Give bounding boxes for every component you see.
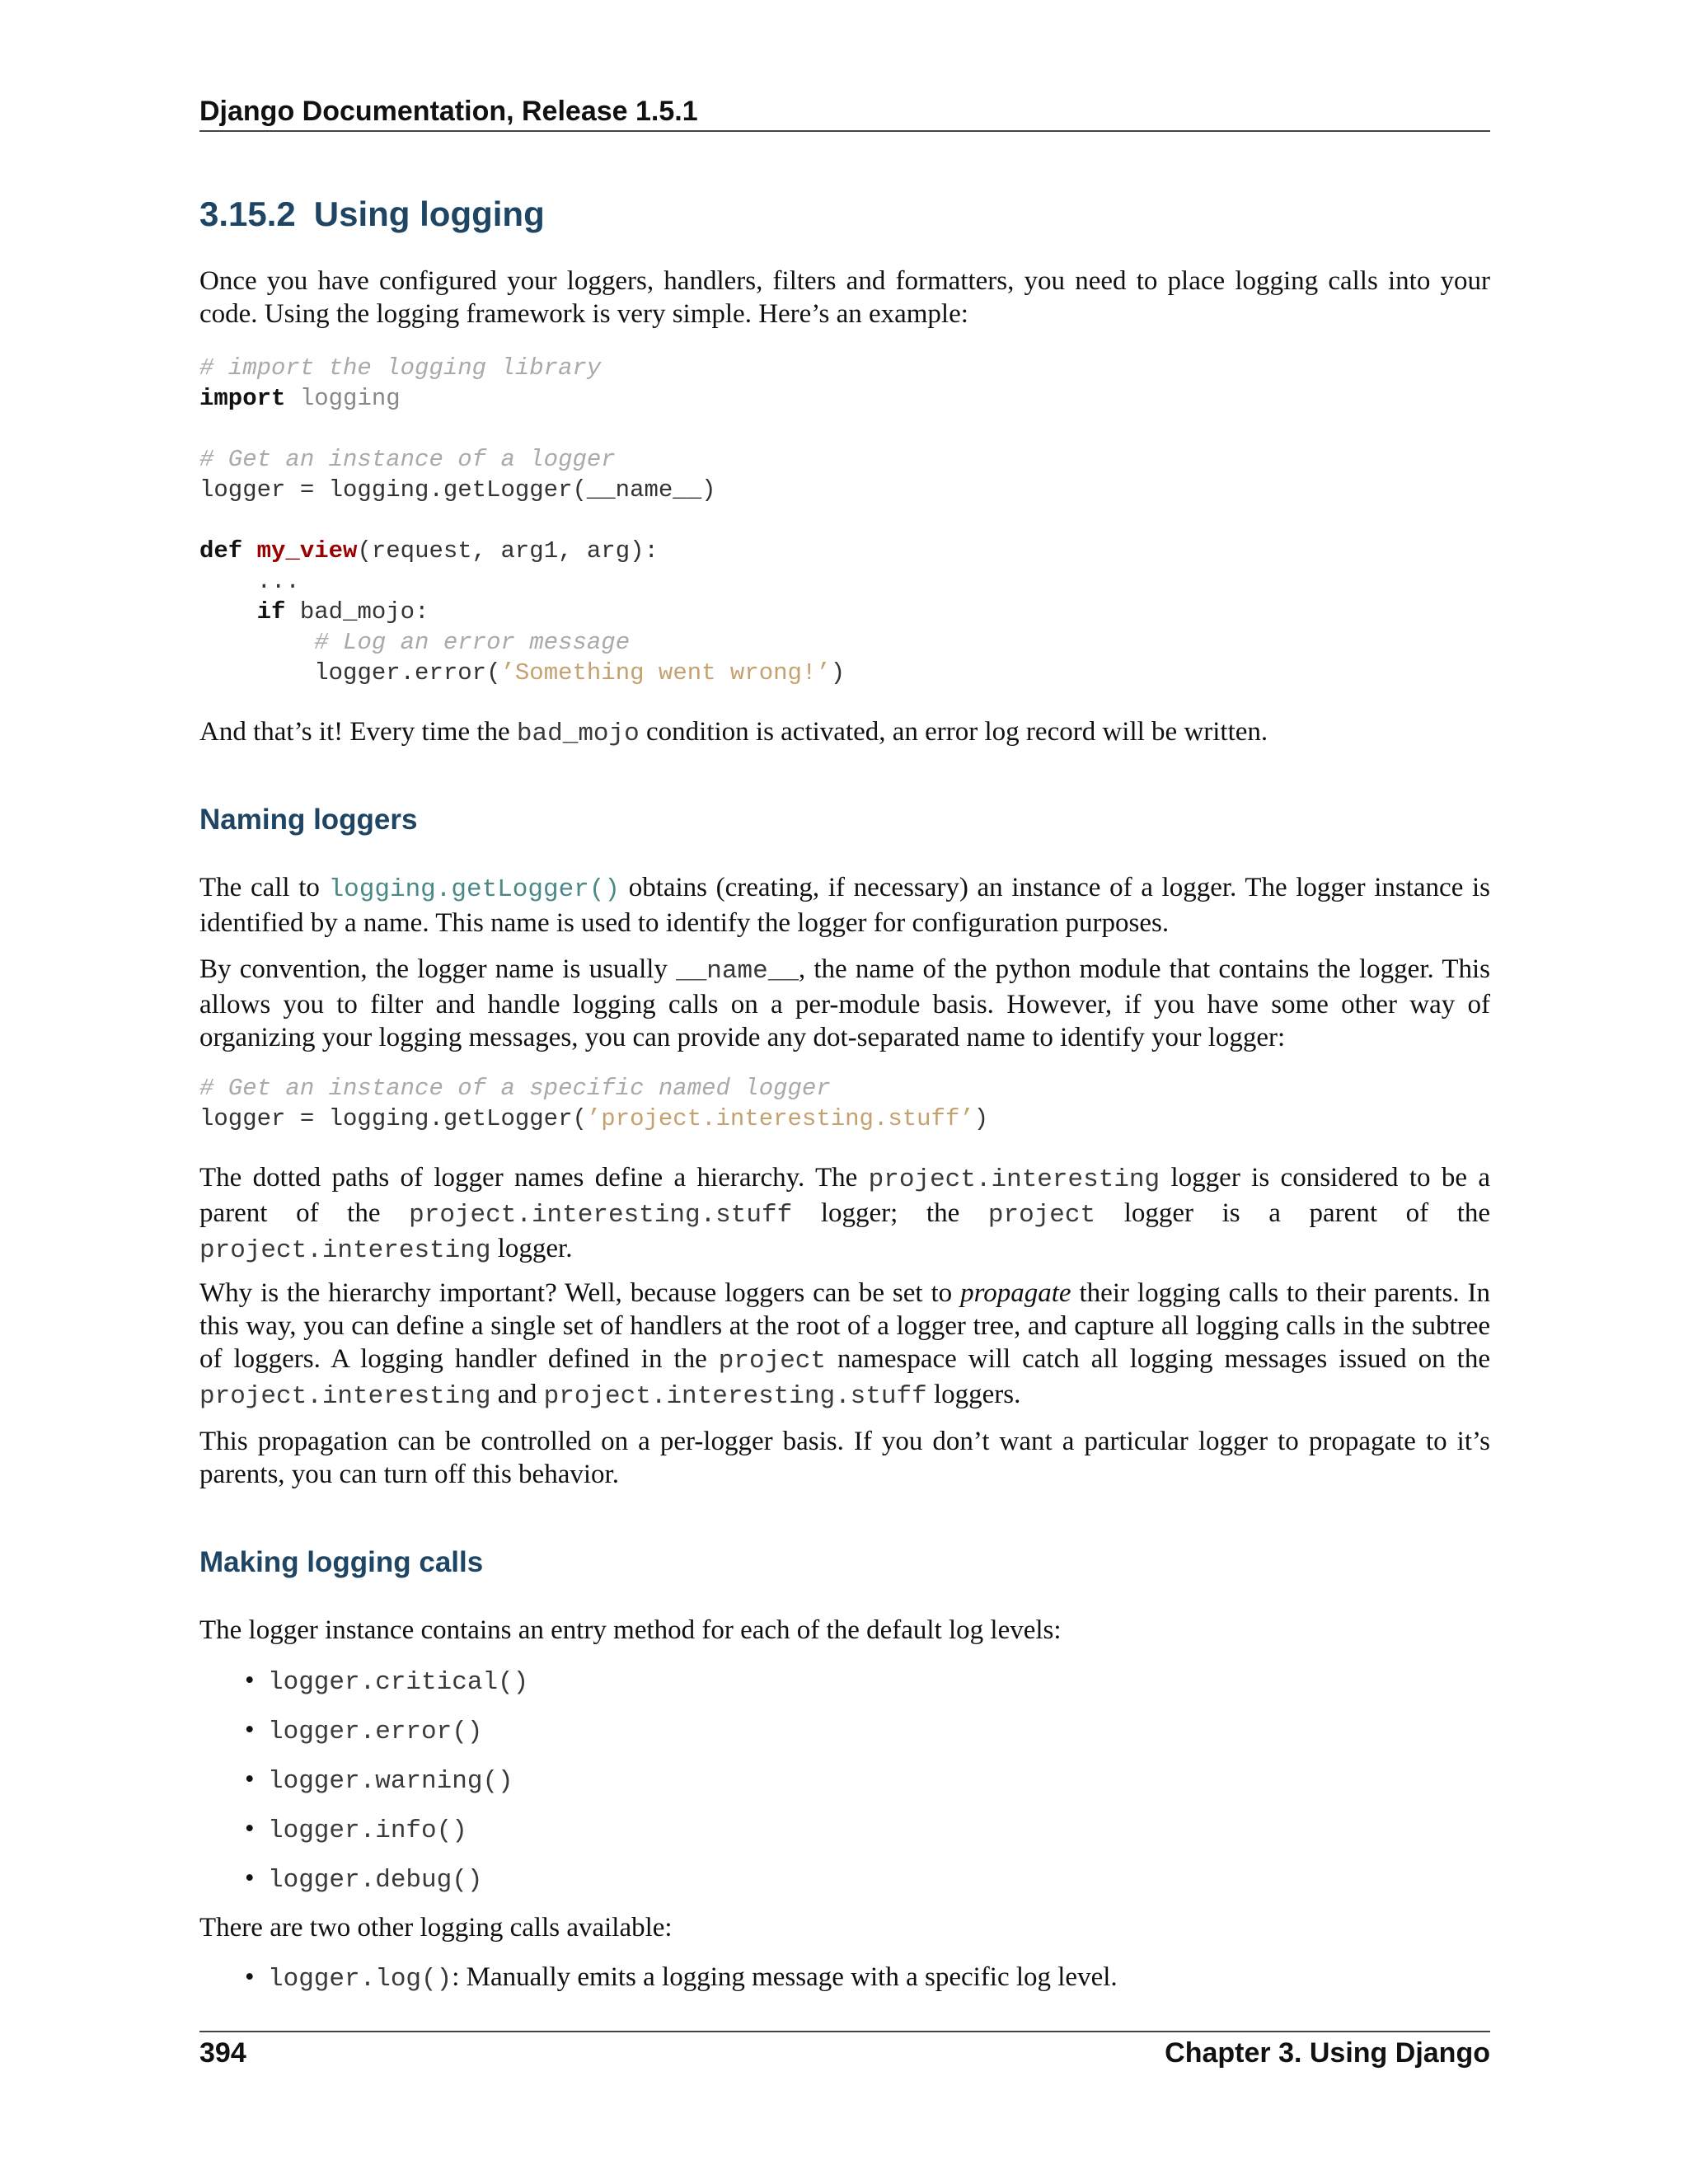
section-title bbox=[199, 191, 1490, 237]
list-item bbox=[199, 1664, 1490, 1713]
text: logger; the bbox=[820, 1198, 960, 1228]
inline-code: project.interesting.stuff bbox=[543, 1382, 927, 1411]
naming-paragraph-4 bbox=[199, 1277, 1490, 1413]
inline-code: logger.critical() bbox=[268, 1668, 529, 1697]
text: logger is considered to be a parent of the bbox=[199, 1163, 1491, 1228]
code-line: logger = logging.getLogger( bbox=[199, 1105, 587, 1132]
after-code-paragraph bbox=[199, 715, 1490, 751]
link-getlogger[interactable]: logging.getLogger() bbox=[328, 875, 621, 904]
code-line: logger = logging.getLogger(__name__) bbox=[199, 476, 716, 504]
inline-code: project bbox=[987, 1201, 1096, 1230]
code-keyword: if bbox=[256, 598, 286, 626]
text: The dotted paths of logger names define a hierarchy. The bbox=[199, 1163, 858, 1193]
code-string: ’Something went wrong!’ bbox=[500, 659, 831, 687]
inline-code: project.interesting bbox=[199, 1236, 491, 1265]
list-item bbox=[199, 1713, 1490, 1763]
inline-code: __name__ bbox=[676, 957, 799, 986]
inline-code: project.interesting bbox=[199, 1382, 491, 1411]
list-item bbox=[199, 1763, 1490, 1812]
code-keyword: def bbox=[199, 537, 243, 565]
text: , the name of the python module that contains the logger. This allows you to filter and handle logging calls on a per-module basis. However, if you have some other way of organizing your logging messages, you can provide any dot-separated name to identify your logger: bbox=[199, 954, 1490, 1052]
code-comment: # import the logging library bbox=[199, 354, 602, 382]
code-function-name: my_view bbox=[256, 537, 358, 565]
log-level-methods-list bbox=[199, 1664, 1490, 1911]
text: logger. bbox=[497, 1234, 573, 1263]
chapter-title: Chapter 3. Using Django bbox=[1165, 2037, 1490, 2069]
subsection-title-making: Making logging calls bbox=[199, 1546, 484, 1578]
inline-code: logger.error() bbox=[268, 1718, 483, 1746]
inline-code: logger.debug() bbox=[268, 1866, 483, 1895]
code-call-close: ) bbox=[973, 1105, 989, 1132]
section-title-text: Using logging bbox=[313, 194, 545, 233]
making-intro: The logger instance contains an entry method for each of the default log levels: bbox=[199, 1615, 1062, 1645]
inline-code: logger.info() bbox=[268, 1816, 467, 1845]
running-footer bbox=[199, 2031, 1490, 2075]
code-keyword: import bbox=[199, 385, 286, 412]
inline-code: logger.log() bbox=[268, 1965, 452, 1994]
naming-paragraph-1 bbox=[199, 871, 1490, 940]
inline-code: bad_mojo bbox=[516, 719, 640, 748]
code-comment: # Log an error message bbox=[314, 629, 631, 656]
naming-paragraph-2 bbox=[199, 953, 1490, 1054]
inline-code: logger.warning() bbox=[268, 1767, 513, 1796]
naming-paragraph-3 bbox=[199, 1161, 1490, 1268]
text: The call to bbox=[199, 873, 320, 902]
naming-paragraph-5: This propagation can be controlled on a per-logger basis. If you don’t want a particular logger to propagate to it’s parents, you can turn off this behavior. bbox=[199, 1427, 1490, 1489]
intro-paragraph: Once you have configured your loggers, handlers, filters and formatters, you need to place logging calls into your code. Using the logging framework is very simple. Here’s an example: bbox=[199, 266, 1490, 329]
list-item bbox=[199, 1862, 1490, 1911]
other-calls-intro: There are two other logging calls available: bbox=[199, 1913, 673, 1943]
code-call-close: ) bbox=[830, 659, 846, 687]
code-call: logger.error( bbox=[314, 659, 501, 687]
running-header: Django Documentation, Release 1.5.1 bbox=[199, 92, 1490, 132]
inline-code: project bbox=[718, 1347, 827, 1376]
text: : Manually emits a logging message with a specific log level. bbox=[452, 1962, 1118, 1992]
emphasis: propagate bbox=[960, 1278, 1071, 1308]
text: loggers. bbox=[933, 1380, 1021, 1409]
text: and bbox=[497, 1380, 537, 1409]
code-block-named-logger bbox=[199, 1073, 1490, 1134]
text: logger is a parent of the bbox=[1123, 1198, 1491, 1228]
code-condition: bad_mojo: bbox=[299, 598, 429, 626]
code-block-example bbox=[199, 353, 1490, 688]
text: condition is activated, an error log record will be written. bbox=[646, 717, 1268, 747]
list-item bbox=[199, 1961, 1490, 2010]
other-calls-list bbox=[199, 1961, 1490, 2010]
text: obtains (creating, if necessary) an instance of a logger. The logger instance is identified by a name. This name is used to identify the logger for configuration purposes. bbox=[199, 873, 1491, 938]
code-module: logging bbox=[299, 385, 401, 412]
section-number: 3.15.2 bbox=[199, 194, 296, 233]
list-item bbox=[199, 1812, 1490, 1862]
text: Why is the hierarchy important? Well, because loggers can be set to bbox=[199, 1278, 953, 1308]
code-ellipsis: ... bbox=[256, 568, 300, 595]
text: By convention, the logger name is usually bbox=[199, 954, 668, 984]
code-comment: # Get an instance of a specific named logger bbox=[199, 1075, 831, 1102]
code-args: (request, arg1, arg): bbox=[357, 537, 659, 565]
text: And that’s it! Every time the bbox=[199, 717, 510, 747]
page-number: 394 bbox=[199, 2037, 246, 2069]
code-string: ’project.interesting.stuff’ bbox=[586, 1105, 974, 1132]
code-comment: # Get an instance of a logger bbox=[199, 446, 616, 473]
text: their logging calls to their parents. In this way, you can define a single set of handlers at the root of a logger tree, and capture all logging calls in the subtree of loggers. A logging handler defined in the bbox=[199, 1278, 1491, 1374]
inline-code: project.interesting bbox=[868, 1165, 1160, 1194]
text: namespace will catch all logging messages issued on the bbox=[837, 1344, 1490, 1374]
subsection-title-naming: Naming loggers bbox=[199, 804, 418, 836]
inline-code: project.interesting.stuff bbox=[409, 1201, 793, 1230]
